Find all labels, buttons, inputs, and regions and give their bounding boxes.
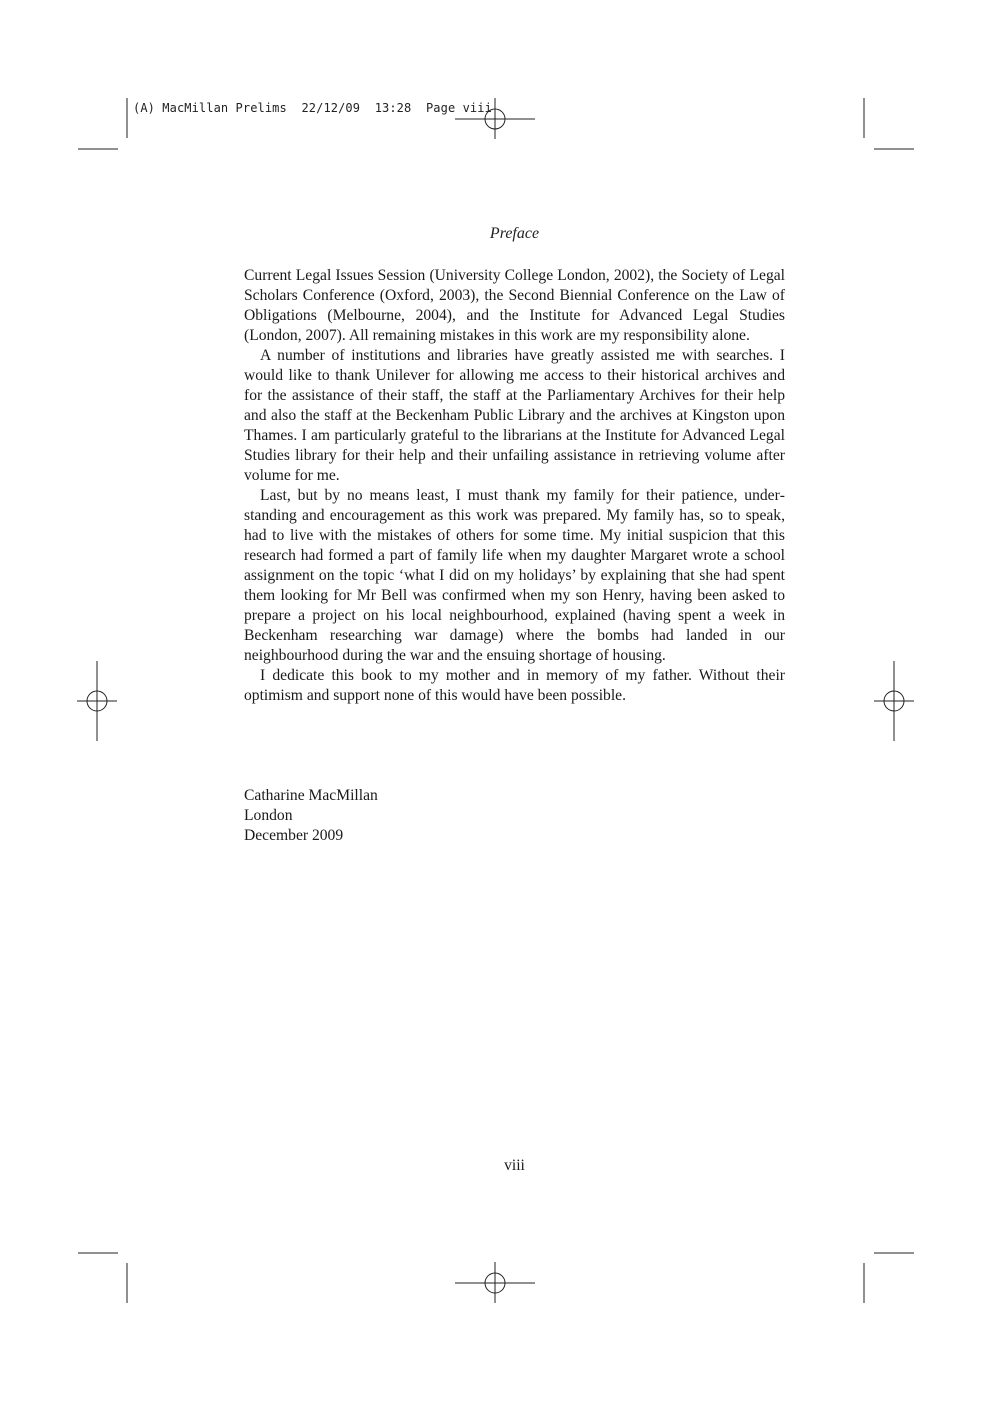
registration-mark-right (874, 661, 914, 741)
preface-body (244, 266, 785, 706)
printer-slug-line: (A) MacMillan Prelims 22/12/09 13:28 Page viii (133, 101, 492, 115)
paragraph-4: I dedicate this book to my mother and in memory of my father. Without their optimism and support none of this would have been possible. (244, 667, 785, 704)
paragraph-3: Last, but by no means least, I must thank my family for their patience, understanding and encouragement as this work was prepared. My family has, so to speak, had to live with the mistakes of others for some time. My initial suspicion that this research had formed a part of family life when my daughter Margaret wrote a school assignment on the topic ‘what I did on my holidays’ by explaining that she had spent them looking for Mr Bell was confirmed when my son Henry, having been asked to prepare a project on his local neighbourhood, explained (having spent a week in Beckenham researching war damage) where the bombs had landed in our neighbourhood during the war and the ensuing shortage of housing. (244, 487, 785, 664)
registration-mark-bottom (455, 1262, 535, 1303)
signature-place: London (244, 807, 293, 824)
registration-mark-left (77, 661, 117, 741)
running-head: Preface (489, 225, 540, 242)
signature-block (244, 786, 378, 846)
paragraph-2: A number of institutions and libraries have greatly assisted me with searches. I would like to thank Unilever for allowing me access to their historical archives and for the assistance of their staff, the staff at the Parliamentary Archives for their help and also the staff at the Beckenham Public Library and the archives at Kingston upon Thames. I am particularly grateful to the librarians at the Institute for Advanced Legal Studies library for their help and their unfailing assistance in retrieving volume after volume for me. (244, 347, 785, 484)
signature-date: December 2009 (244, 827, 344, 844)
page-number: viii (504, 1157, 525, 1174)
author-name: Catharine MacMillan (244, 787, 378, 804)
paragraph-1: Current Legal Issues Session (University College London, 2002), the Society of Legal Scholars Conference (Oxford, 2003), the Second Biennial Conference on the Law of Obligations (Melbourne, 2004), and the Institute for Advanced Legal Studies (London, 2007). All remaining mistakes in this work are my responsibility alone. (244, 267, 785, 344)
